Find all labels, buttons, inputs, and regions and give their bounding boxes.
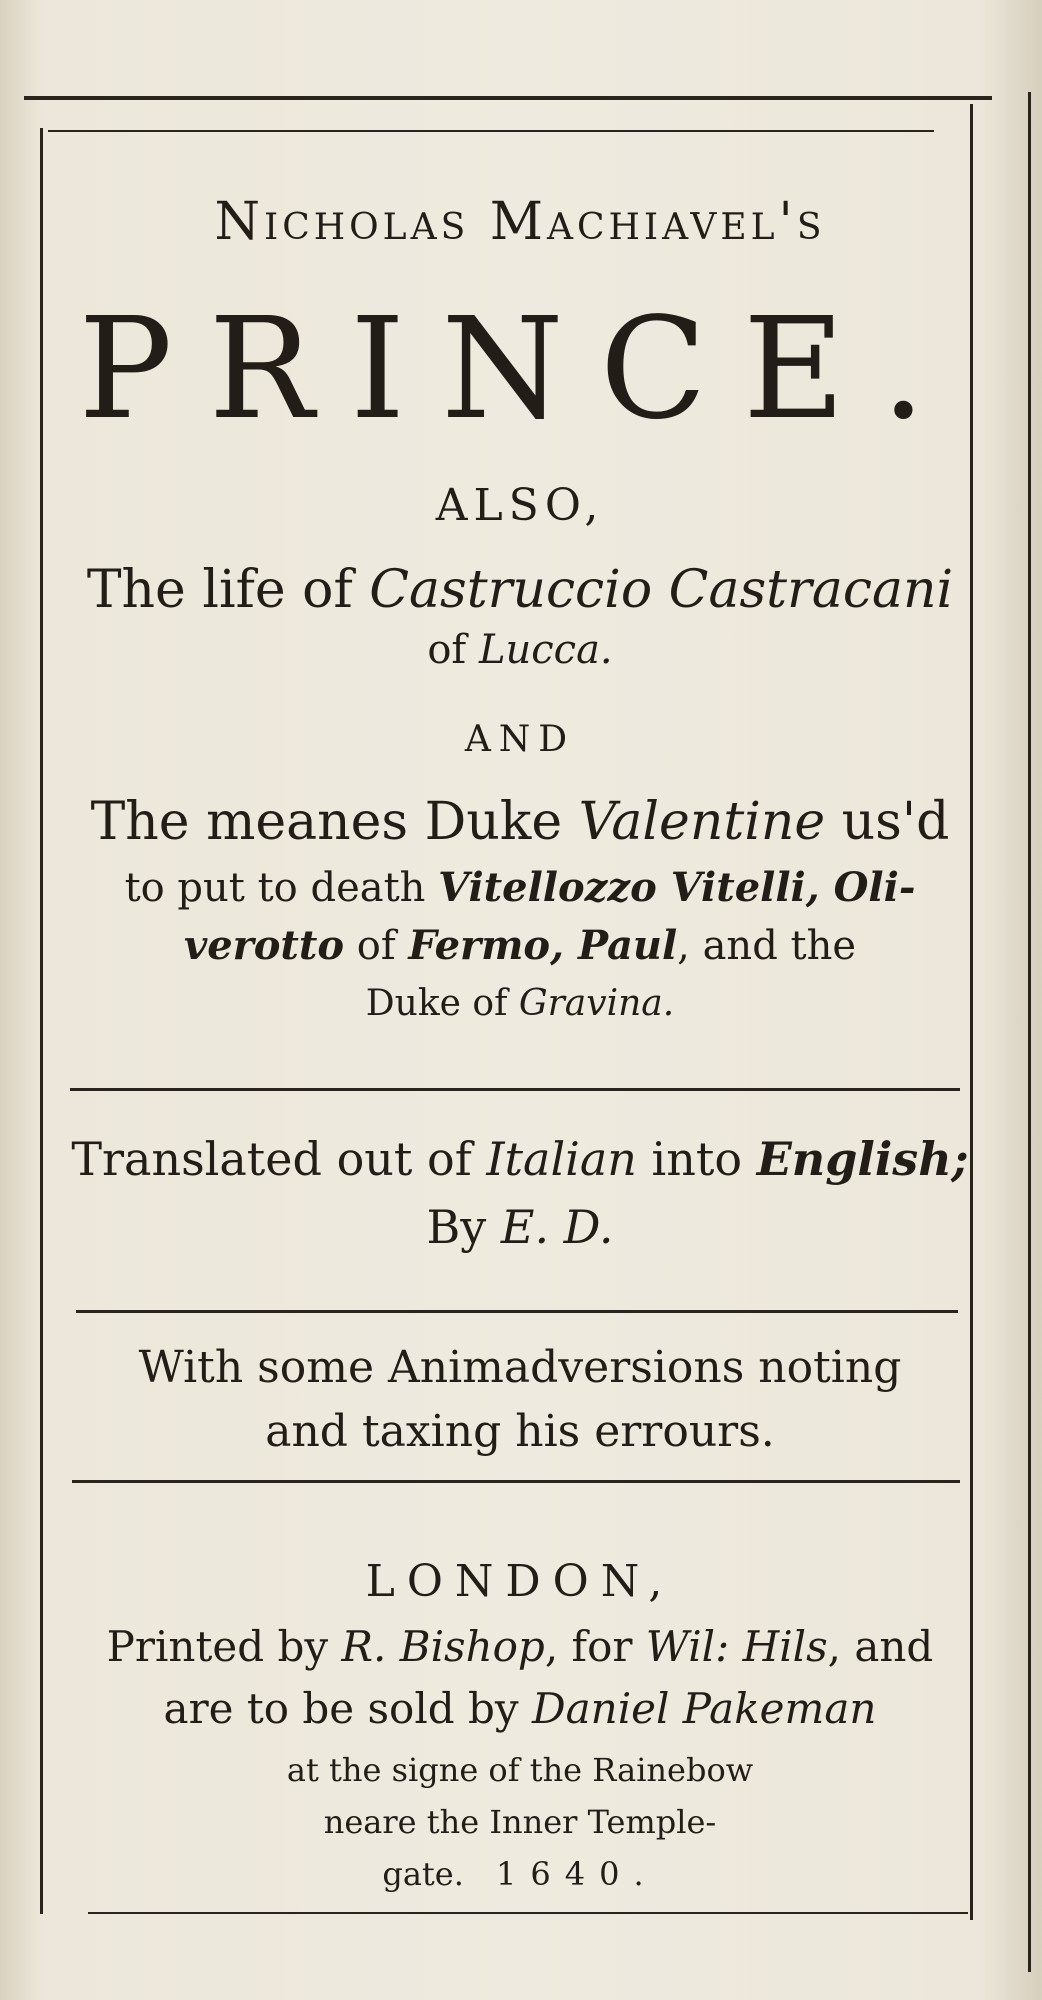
meanes-line-4 — [60, 983, 980, 1024]
animadversions-line-2: and taxing his errours. — [265, 1406, 775, 1457]
life-of-castruccio — [60, 560, 980, 673]
outer-right-border-rule — [1028, 92, 1031, 1972]
imprint-gate: gate. — [382, 1855, 464, 1893]
work-title — [40, 288, 1000, 451]
imprint-line-1-post: , and — [827, 1622, 934, 1671]
life-line-1-italic: Castruccio Castracani — [369, 560, 954, 620]
imprint-line-1 — [60, 1622, 980, 1671]
imprint-line-1-mid: , for — [544, 1622, 646, 1671]
meanes-line-1-italic: Valentine — [578, 792, 826, 852]
translated-line-1 — [60, 1132, 980, 1186]
imprint-line-2 — [60, 1684, 980, 1733]
translated-line-2 — [60, 1200, 980, 1254]
life-line-1-roman: The life of — [86, 560, 370, 620]
divider-rule-2 — [76, 1310, 958, 1313]
meanes-line-3-mid: of — [344, 923, 409, 969]
imprint-seller: Daniel Pakeman — [531, 1684, 877, 1733]
author-line — [60, 192, 980, 252]
inner-top-rule — [48, 130, 934, 132]
meanes-line-1-roman: The meanes Duke — [90, 792, 579, 852]
animadversions-line-1: With some Animadversions noting — [138, 1342, 902, 1393]
translated-line-1-mid: into — [636, 1132, 757, 1186]
life-line-2 — [60, 627, 980, 673]
meanes-line-3-post: , and the — [677, 923, 857, 969]
imprint-line-3: at the signe of the Rainebow — [286, 1751, 754, 1789]
imprint-line-2-roman: are to be sold by — [163, 1684, 532, 1733]
divider-rule-1 — [70, 1088, 960, 1091]
imprint-year: 1640. — [496, 1855, 658, 1893]
imprint-line-1-roman: Printed by — [106, 1622, 342, 1671]
meanes-line-3-italic-1: verotto — [183, 922, 345, 969]
meanes-line-4-italic: Gravina. — [518, 983, 675, 1024]
meanes-line-1 — [60, 792, 980, 852]
imprint-printer: R. Bishop — [341, 1622, 545, 1671]
life-line-2-italic: Lucca. — [478, 627, 613, 673]
divider-rule-3 — [72, 1480, 960, 1483]
and-heading — [60, 719, 980, 760]
meanes-line-2-roman: to put to death — [124, 865, 439, 911]
imprint-city: LONDON, — [365, 1556, 675, 1607]
author-text: Nicholas Machiavel's — [214, 192, 826, 252]
imprint-line-4: neare the Inner Temple- — [323, 1803, 717, 1841]
meanes-paragraph — [60, 792, 980, 1024]
meanes-line-4-roman: Duke of — [365, 983, 519, 1024]
meanes-line-3 — [60, 922, 980, 969]
meanes-line-2 — [60, 864, 980, 911]
imprint-bookseller: Wil: Hils — [645, 1622, 828, 1671]
meanes-line-3-italic-2: Fermo, Paul — [408, 922, 678, 969]
translated-line-2-roman: By — [426, 1200, 501, 1254]
and-text: AND — [464, 719, 576, 760]
animadversions-note — [60, 1342, 980, 1457]
imprint — [60, 1556, 980, 1893]
also-text: ALSO, — [435, 480, 605, 531]
translated-line-1-blackletter: English; — [756, 1132, 969, 1186]
outer-top-rule — [24, 96, 992, 100]
life-line-1 — [60, 560, 980, 620]
bottom-rule — [88, 1912, 968, 1914]
imprint-line-5 — [60, 1855, 980, 1893]
translated-line-1-roman: Translated out of — [71, 1132, 487, 1186]
work-title-text: PRINCE. — [78, 288, 962, 451]
meanes-line-2-italic: Vitellozzo Vitelli, Oli- — [438, 864, 916, 911]
translation-note — [60, 1132, 980, 1254]
translated-line-2-italic: E. D. — [500, 1200, 614, 1254]
meanes-line-1-post: us'd — [825, 792, 950, 852]
also-heading — [60, 480, 980, 531]
translated-line-1-italic: Italian — [486, 1132, 637, 1186]
life-line-2-roman: of — [427, 627, 479, 673]
